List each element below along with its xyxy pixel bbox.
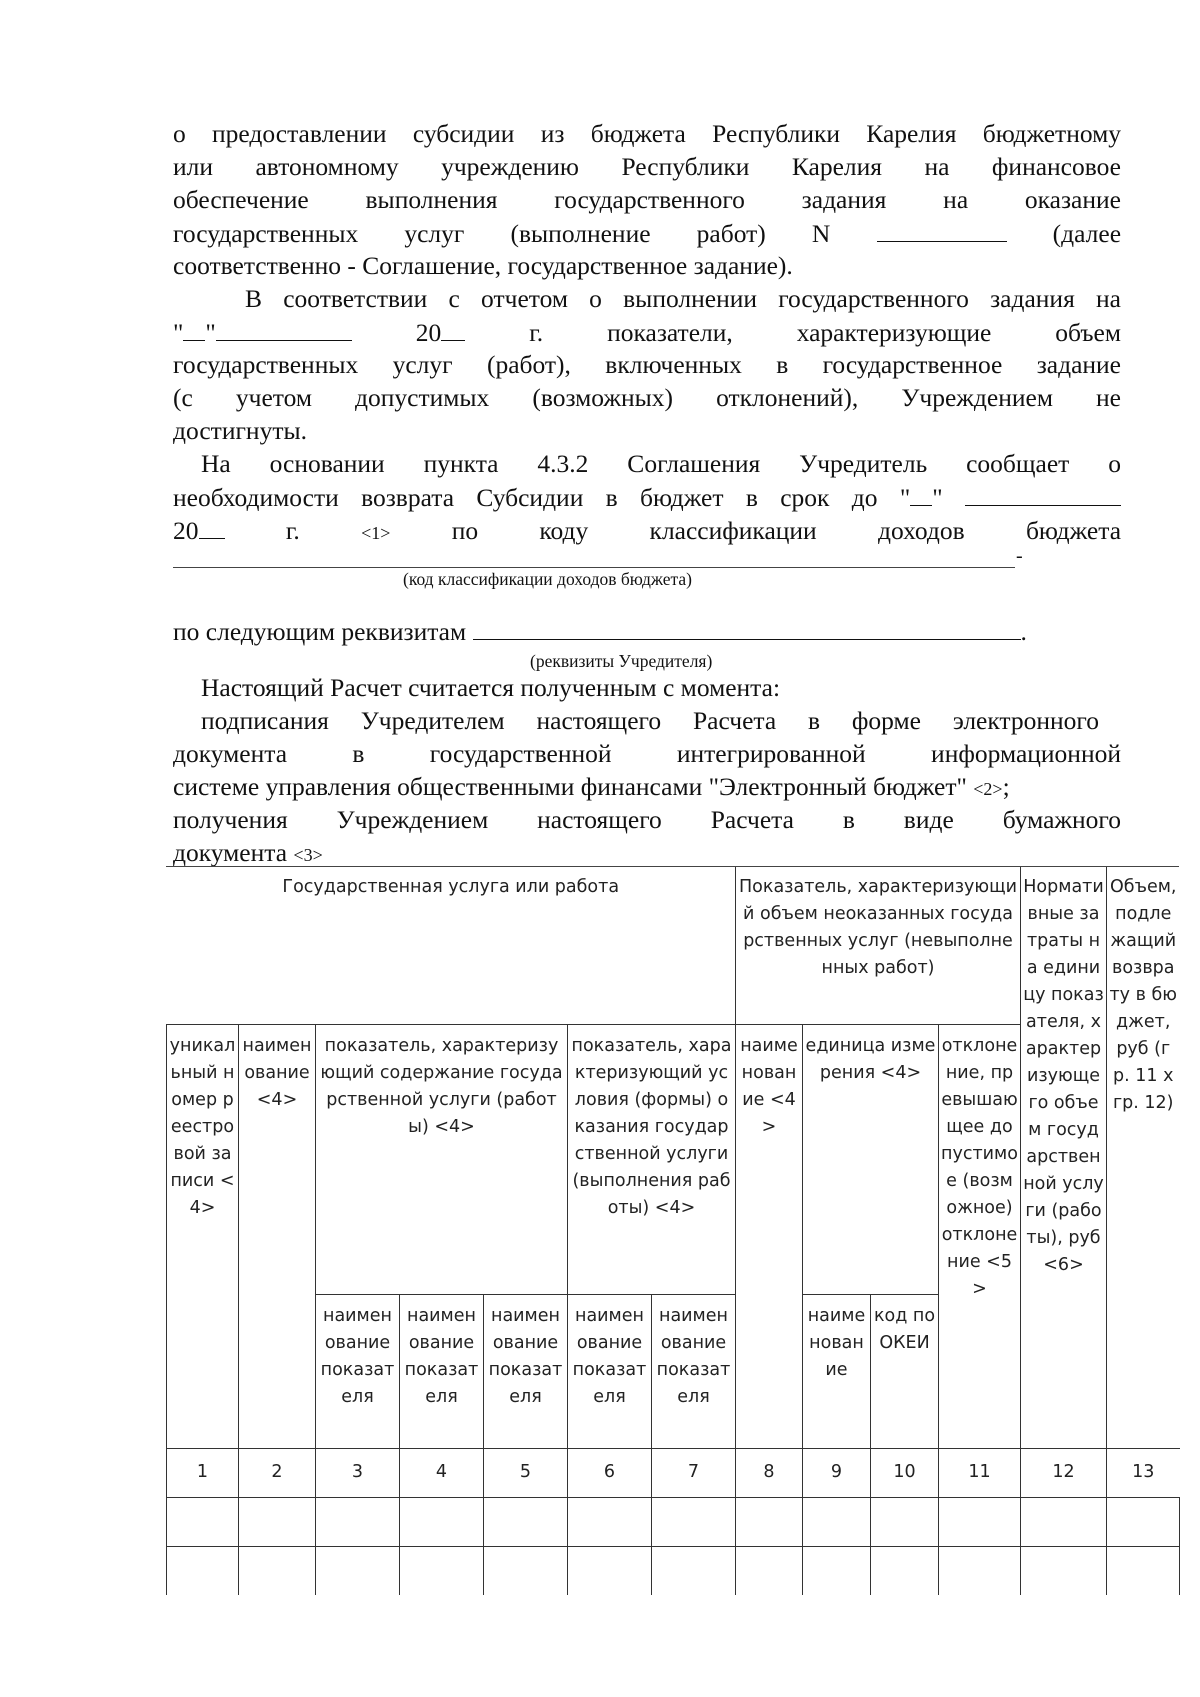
table-row <box>167 1546 1180 1595</box>
paragraph1-line2: или автономному учреждению Республики Карелия на финансовое <box>173 152 1121 181</box>
table-top-rule-right <box>738 866 1179 867</box>
budget-code-caption: (код классификации доходов бюджета) <box>403 569 692 589</box>
column-number: 10 <box>871 1448 939 1497</box>
paragraph3-line2: необходимости возврата Субсидии в бюджет в срок до " " <box>173 481 1121 515</box>
header-unit-name: наименование <box>803 1294 871 1448</box>
column-number-row <box>167 1448 1180 1497</box>
report-month-blank <box>216 316 352 341</box>
header-deviation: отклонение, превышающее допустимое (возможное) отклонение <5> <box>939 1024 1021 1448</box>
report-date-field: " " <box>173 318 352 347</box>
receipt-line2: подписания Учредителем настоящего Расчета в форме электронного <box>201 706 1099 735</box>
budget-code-dash: - <box>1016 545 1023 567</box>
requisites-caption: (реквизиты Учредителя) <box>530 651 713 671</box>
column-number: 5 <box>484 1448 568 1497</box>
header-condition-name-1: наименование показателя <box>568 1294 652 1448</box>
paragraph1-line4-text: государственных услуг (выполнение работ) N <box>173 219 831 248</box>
requisites-line: по следующим реквизитам . <box>173 617 1027 646</box>
header-indicator: Показатель, характеризующий объем неоказанных государственных услуг (невыполненных работ) <box>736 866 1021 1024</box>
paragraph2-line4: (с учетом допустимых (возможных) отклонений), Учреждением не <box>173 383 1121 412</box>
paragraph1-line4-end: (далее <box>1052 219 1122 248</box>
column-number: 1 <box>167 1448 239 1497</box>
paragraph1-line4 <box>173 217 1121 251</box>
column-number: 12 <box>1021 1448 1107 1497</box>
column-number: 8 <box>736 1448 803 1497</box>
column-number: 11 <box>939 1448 1021 1497</box>
header-content-indicator: показатель, характеризующий содержание государственной услуги (работы) <4> <box>316 1024 568 1294</box>
paragraph2-line2-rest: г. показатели, характеризующие объем <box>529 318 1122 347</box>
report-day-blank <box>183 316 205 341</box>
paragraph1-line3: обеспечение выполнения государственного задания на оказание <box>173 185 1121 214</box>
header-content-name-1: наименование показателя <box>316 1294 400 1448</box>
table-row <box>167 1497 1180 1546</box>
report-year-blank <box>441 316 465 341</box>
column-number: 9 <box>803 1448 871 1497</box>
receipt-line5: получения Учреждением настоящего Расчета в виде бумажного <box>173 805 1121 834</box>
header-service: Государственная услуга или работа <box>167 866 736 1024</box>
return-day-blank <box>910 481 932 506</box>
column-number: 7 <box>652 1448 736 1497</box>
footnote-ref-2: <2> <box>973 779 1003 799</box>
column-number: 13 <box>1107 1448 1180 1497</box>
requisites-label: по следующим реквизитам <box>173 617 467 646</box>
report-year-field: 20 <box>416 318 466 347</box>
requisites-blank <box>473 615 1021 640</box>
paragraph3-line2-text: необходимости возврата Субсидии в бюджет в срок до " <box>173 483 911 512</box>
header-okei-code: код по ОКЕИ <box>871 1294 939 1448</box>
header-indicator-name: наименование <4> <box>736 1024 803 1448</box>
footnote-ref-1: <1> <box>361 523 391 543</box>
header-content-name-3: наименование показателя <box>484 1294 568 1448</box>
header-unit: единица измерения <4> <box>803 1024 939 1294</box>
return-year-field: 20 <box>173 516 225 545</box>
receipt-line3: документа в государственной интегрированной информационной <box>173 739 1121 768</box>
paragraph1-line5: соответственно - Соглашение, государственное задание). <box>173 251 793 280</box>
header-content-name-2: наименование показателя <box>400 1294 484 1448</box>
agreement-number-blank <box>877 217 1007 242</box>
column-number: 6 <box>568 1448 652 1497</box>
budget-code-blank <box>173 567 1015 568</box>
header-service-name: наименование <4> <box>239 1024 316 1448</box>
header-unique-number: уникальный номер реестровой записи <4> <box>167 1024 239 1448</box>
header-return-volume: Объем, подлежащий возврату в бюджет, руб (гр. 11 x гр. 12) <box>1107 866 1180 1448</box>
paragraph2-line2 <box>173 316 1121 350</box>
return-month-blank <box>965 481 1121 506</box>
paragraph3-line3: 20 г. <1> по коду классификации доходов бюджета <box>173 516 1122 545</box>
return-year-blank <box>199 514 225 539</box>
return-calculation-table <box>166 866 1180 1595</box>
receipt-line6: документа <3> <box>173 838 323 867</box>
paragraph2-line3: государственных услуг (работ), включенных в государственное задание <box>173 350 1121 379</box>
column-number: 3 <box>316 1448 400 1497</box>
column-number: 2 <box>239 1448 316 1497</box>
header-condition-name-2: наименование показателя <box>652 1294 736 1448</box>
receipt-line4: системе управления общественными финансами "Электронный бюджет" <2>; <box>173 772 1010 801</box>
paragraph2-line1: В соответствии с отчетом о выполнении государственного задания на <box>245 284 1121 313</box>
table-top-rule <box>166 866 738 867</box>
paragraph3-line1: На основании пункта 4.3.2 Соглашения Учредитель сообщает о <box>201 449 1121 478</box>
paragraph2-line5: достигнуты. <box>173 416 307 445</box>
footnote-ref-3: <3> <box>293 845 323 865</box>
receipt-line1: Настоящий Расчет считается полученным с момента: <box>201 673 781 702</box>
header-norm-cost: Нормативные затраты на единицу показателя, характеризующего объем государственной услуги (работы), руб <6> <box>1021 866 1107 1448</box>
paragraph3-line3-rest: по коду классификации доходов бюджета <box>451 516 1122 545</box>
column-number: 4 <box>400 1448 484 1497</box>
paragraph1-line1: о предоставлении субсидии из бюджета Республики Карелия бюджетному <box>173 119 1121 148</box>
header-conditions-indicator: показатель, характеризующий условия (формы) оказания государственной услуги (выполнения работы) <4> <box>568 1024 736 1294</box>
